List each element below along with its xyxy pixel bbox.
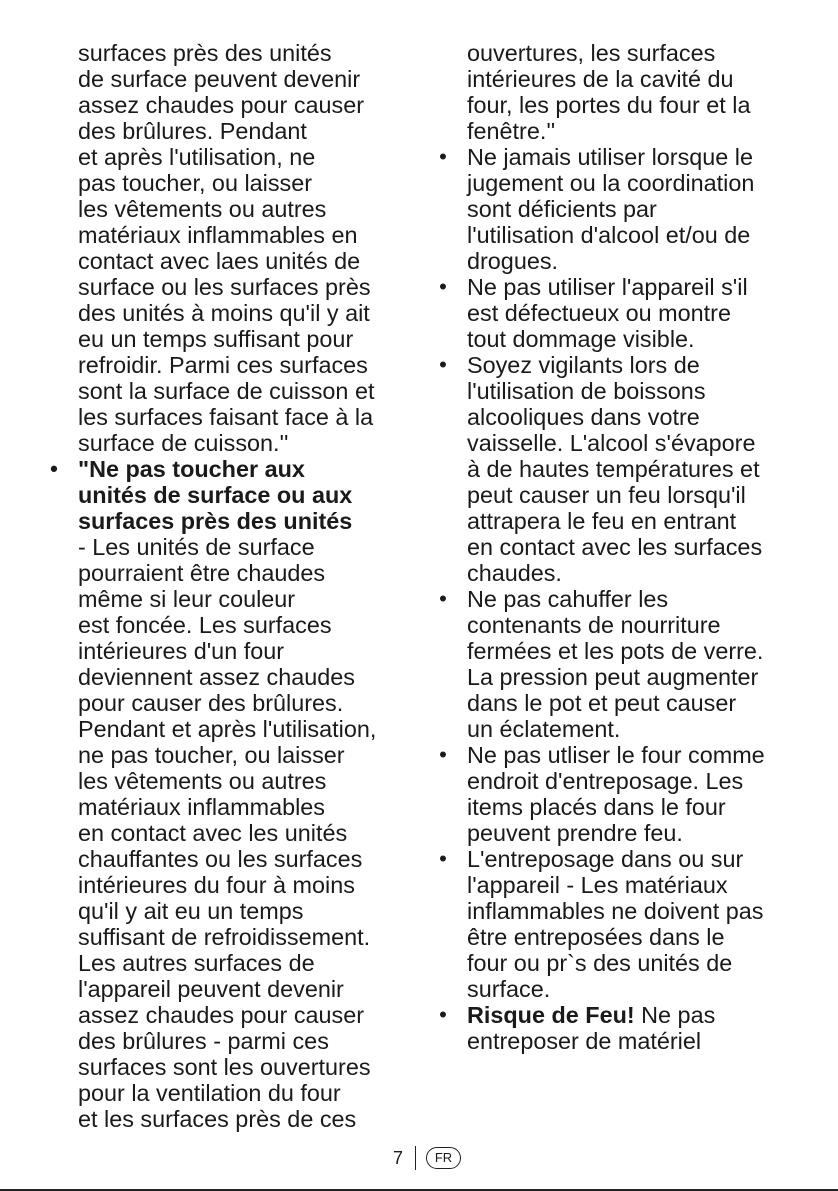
line-text: entreposer de matériel bbox=[467, 1028, 702, 1054]
text-line bbox=[430, 638, 800, 664]
line-text: surfaces près des unités bbox=[78, 40, 332, 66]
text-line bbox=[41, 794, 411, 820]
left-column bbox=[41, 40, 411, 1132]
text-line bbox=[430, 898, 800, 924]
text-line bbox=[430, 586, 800, 612]
line-text: ne pas toucher, ou laisser bbox=[78, 742, 345, 768]
text-line bbox=[430, 768, 800, 794]
line-text: unités de surface ou aux bbox=[78, 482, 353, 508]
text-line bbox=[41, 690, 411, 716]
line-text: drogues. bbox=[467, 248, 559, 274]
line-text: l'appareil - Les matériaux bbox=[467, 872, 728, 898]
text-line bbox=[41, 924, 411, 950]
text-line bbox=[430, 196, 800, 222]
text-line bbox=[430, 690, 800, 716]
line-text: pour causer des brûlures. bbox=[78, 690, 344, 716]
line-text: alcooliques dans votre bbox=[467, 404, 700, 430]
line-text: vaisselle. L'alcool s'évapore bbox=[467, 430, 756, 456]
line-text: dans le pot et peut causer bbox=[467, 690, 737, 716]
line-text: items placés dans le four bbox=[467, 794, 726, 820]
text-line bbox=[41, 742, 411, 768]
line-text: chaudes. bbox=[467, 560, 562, 586]
text-line bbox=[41, 430, 411, 456]
bold-text: Risque de Feu! bbox=[467, 1002, 635, 1028]
line-text: fenêtre.'' bbox=[467, 118, 556, 144]
line-text: même si leur couleur bbox=[78, 586, 296, 612]
line-text: matériaux inflammables bbox=[78, 794, 325, 820]
text-line bbox=[430, 820, 800, 846]
text-line bbox=[41, 664, 411, 690]
line-text: fermées et les pots de verre. bbox=[467, 638, 764, 664]
bullet-icon: • bbox=[439, 586, 447, 611]
text-line bbox=[41, 1002, 411, 1028]
line-text: l'utilisation d'alcool et/ou de bbox=[467, 222, 751, 248]
text-line bbox=[430, 378, 800, 404]
text-line bbox=[41, 820, 411, 846]
text-line bbox=[41, 378, 411, 404]
text-line bbox=[41, 144, 411, 170]
bullet-icon: • bbox=[439, 1002, 447, 1027]
footer-divider bbox=[415, 1146, 416, 1170]
text-line bbox=[41, 456, 411, 482]
text-line bbox=[41, 300, 411, 326]
text-line bbox=[41, 560, 411, 586]
text-line bbox=[430, 612, 800, 638]
text-segment: Ne pas bbox=[634, 1002, 716, 1028]
text-line bbox=[430, 1002, 800, 1028]
text-line bbox=[430, 560, 800, 586]
language-badge: FR bbox=[426, 1147, 461, 1169]
line-text: en contact avec les unités bbox=[78, 820, 348, 846]
text-line bbox=[41, 248, 411, 274]
line-text: l'appareil peuvent devenir bbox=[78, 976, 344, 1002]
right-column bbox=[430, 40, 800, 1054]
line-text: suffisant de refroidissement. bbox=[78, 924, 371, 950]
text-line bbox=[430, 222, 800, 248]
text-line bbox=[430, 456, 800, 482]
line-text: surface ou les surfaces près bbox=[78, 274, 371, 300]
text-line bbox=[41, 274, 411, 300]
line-text: Ne pas utiliser l'appareil s'il bbox=[467, 274, 748, 300]
line-text: et après l'utilisation, ne bbox=[78, 144, 316, 170]
line-text: Ne pas utliser le four comme bbox=[467, 742, 765, 768]
line-text: et les surfaces près de ces bbox=[78, 1106, 357, 1132]
line-text: matériaux inflammables en bbox=[78, 222, 358, 248]
text-line bbox=[41, 92, 411, 118]
line-text: est foncée. Les surfaces bbox=[78, 612, 332, 638]
text-line bbox=[430, 300, 800, 326]
text-line bbox=[41, 1028, 411, 1054]
bullet-icon: • bbox=[439, 846, 447, 871]
text-line bbox=[41, 1054, 411, 1080]
text-line bbox=[41, 118, 411, 144]
text-line bbox=[41, 716, 411, 742]
line-text: un éclatement. bbox=[467, 716, 621, 742]
text-line bbox=[41, 482, 411, 508]
line-text: inflammables ne doivent pas bbox=[467, 898, 764, 924]
line-text: Soyez vigilants lors de bbox=[467, 352, 700, 378]
text-line bbox=[41, 66, 411, 92]
text-line bbox=[41, 170, 411, 196]
text-line bbox=[41, 326, 411, 352]
line-text: surface. bbox=[467, 976, 551, 1002]
text-line bbox=[430, 534, 800, 560]
text-line bbox=[430, 950, 800, 976]
page-number: 7 bbox=[393, 1148, 404, 1168]
text-line bbox=[41, 976, 411, 1002]
text-line bbox=[41, 508, 411, 534]
text-line bbox=[41, 898, 411, 924]
text-line bbox=[430, 924, 800, 950]
bullet-icon: • bbox=[439, 274, 447, 299]
line-text: Ne jamais utiliser lorsque le bbox=[467, 144, 753, 170]
text-line bbox=[430, 508, 800, 534]
line-text: refroidir. Parmi ces surfaces bbox=[78, 352, 368, 378]
page-footer bbox=[0, 1146, 838, 1172]
line-text: les surfaces faisant face à la bbox=[78, 404, 374, 430]
line-text: contact avec laes unités de bbox=[78, 248, 361, 274]
line-text: jugement ou la coordination bbox=[467, 170, 755, 196]
bullet-icon: • bbox=[50, 456, 58, 481]
line-text: pas toucher, ou laisser bbox=[78, 170, 313, 196]
text-line bbox=[41, 950, 411, 976]
line-text: endroit d'entreposage. Les bbox=[467, 768, 744, 794]
line-text: eu un temps suffisant pour bbox=[78, 326, 354, 352]
text-line bbox=[41, 1106, 411, 1132]
line-text: surfaces près des unités bbox=[78, 508, 353, 534]
line-text: qu'il y ait eu un temps bbox=[78, 898, 304, 924]
line-text: chauffantes ou les surfaces bbox=[78, 846, 363, 872]
line-text: être entreposées dans le bbox=[467, 924, 725, 950]
line-text: peuvent prendre feu. bbox=[467, 820, 683, 846]
bullet-icon: • bbox=[439, 144, 447, 169]
line-text: sont déficients par bbox=[467, 196, 657, 222]
line-text: La pression peut augmenter bbox=[467, 664, 759, 690]
line-text: assez chaudes pour causer bbox=[78, 92, 365, 118]
text-line bbox=[430, 482, 800, 508]
text-line bbox=[430, 118, 800, 144]
line-text: intérieures du four à moins bbox=[78, 872, 355, 898]
text-line bbox=[430, 170, 800, 196]
line-text: ouvertures, les surfaces bbox=[467, 40, 716, 66]
text-line bbox=[430, 404, 800, 430]
text-line bbox=[41, 352, 411, 378]
text-line bbox=[430, 352, 800, 378]
line-text: tout dommage visible. bbox=[467, 326, 695, 352]
line-text: contenants de nourriture bbox=[467, 612, 721, 638]
text-line bbox=[41, 196, 411, 222]
text-line bbox=[41, 768, 411, 794]
text-line bbox=[430, 66, 800, 92]
line-text: intérieures d'un four bbox=[78, 638, 285, 664]
text-line bbox=[430, 664, 800, 690]
text-line bbox=[430, 1028, 800, 1054]
line-text: est défectueux ou montre bbox=[467, 300, 731, 326]
line-text: à de hautes températures et bbox=[467, 456, 760, 482]
line-text: les vêtements ou autres bbox=[78, 196, 327, 222]
text-line bbox=[41, 846, 411, 872]
text-line bbox=[430, 40, 800, 66]
text-line bbox=[430, 274, 800, 300]
text-line bbox=[41, 534, 411, 560]
text-line bbox=[430, 430, 800, 456]
line-text: Les autres surfaces de bbox=[78, 950, 315, 976]
text-line bbox=[41, 612, 411, 638]
line-text: Pendant et après l'utilisation, bbox=[78, 716, 377, 742]
line-text: les vêtements ou autres bbox=[78, 768, 327, 794]
bullet-icon: • bbox=[439, 352, 447, 377]
line-text: "Ne pas toucher aux bbox=[78, 456, 305, 482]
text-line bbox=[430, 716, 800, 742]
line-text: surfaces sont les ouvertures bbox=[78, 1054, 371, 1080]
line-text: pour la ventilation du four bbox=[78, 1080, 341, 1106]
line-text: - Les unités de surface bbox=[78, 534, 315, 560]
line-text: peut causer un feu lorsqu'il bbox=[467, 482, 746, 508]
line-text: four, les portes du four et la bbox=[467, 92, 751, 118]
text-line bbox=[41, 586, 411, 612]
line-text: pourraient être chaudes bbox=[78, 560, 326, 586]
text-line bbox=[430, 326, 800, 352]
line-text: l'utilisation de boissons bbox=[467, 378, 706, 404]
text-line bbox=[430, 144, 800, 170]
line-text: des brûlures. Pendant bbox=[78, 118, 307, 144]
line-text: surface de cuisson.'' bbox=[78, 430, 289, 456]
line-text: deviennent assez chaudes bbox=[78, 664, 355, 690]
line-text: L'entreposage dans ou sur bbox=[467, 846, 744, 872]
line-text: en contact avec les surfaces bbox=[467, 534, 763, 560]
text-line bbox=[430, 846, 800, 872]
text-line bbox=[41, 872, 411, 898]
text-line bbox=[41, 40, 411, 66]
line-text: four ou pr`s des unités de bbox=[467, 950, 733, 976]
line-text: Ne pas cahuffer les bbox=[467, 586, 669, 612]
text-line bbox=[41, 1080, 411, 1106]
text-line bbox=[430, 794, 800, 820]
text-line bbox=[41, 404, 411, 430]
text-line bbox=[430, 872, 800, 898]
line-text: sont la surface de cuisson et bbox=[78, 378, 375, 404]
line-text: intérieures de la cavité du bbox=[467, 66, 734, 92]
bullet-icon: • bbox=[439, 742, 447, 767]
line-text: assez chaudes pour causer bbox=[78, 1002, 365, 1028]
text-line bbox=[430, 976, 800, 1002]
text-line bbox=[41, 638, 411, 664]
text-line bbox=[430, 742, 800, 768]
line-text: de surface peuvent devenir bbox=[78, 66, 361, 92]
line-text: des unités à moins qu'il y ait bbox=[78, 300, 370, 326]
text-line bbox=[41, 222, 411, 248]
line-text: des brûlures - parmi ces bbox=[78, 1028, 329, 1054]
text-line bbox=[430, 248, 800, 274]
text-line bbox=[430, 92, 800, 118]
line-text: attrapera le feu en entrant bbox=[467, 508, 737, 534]
